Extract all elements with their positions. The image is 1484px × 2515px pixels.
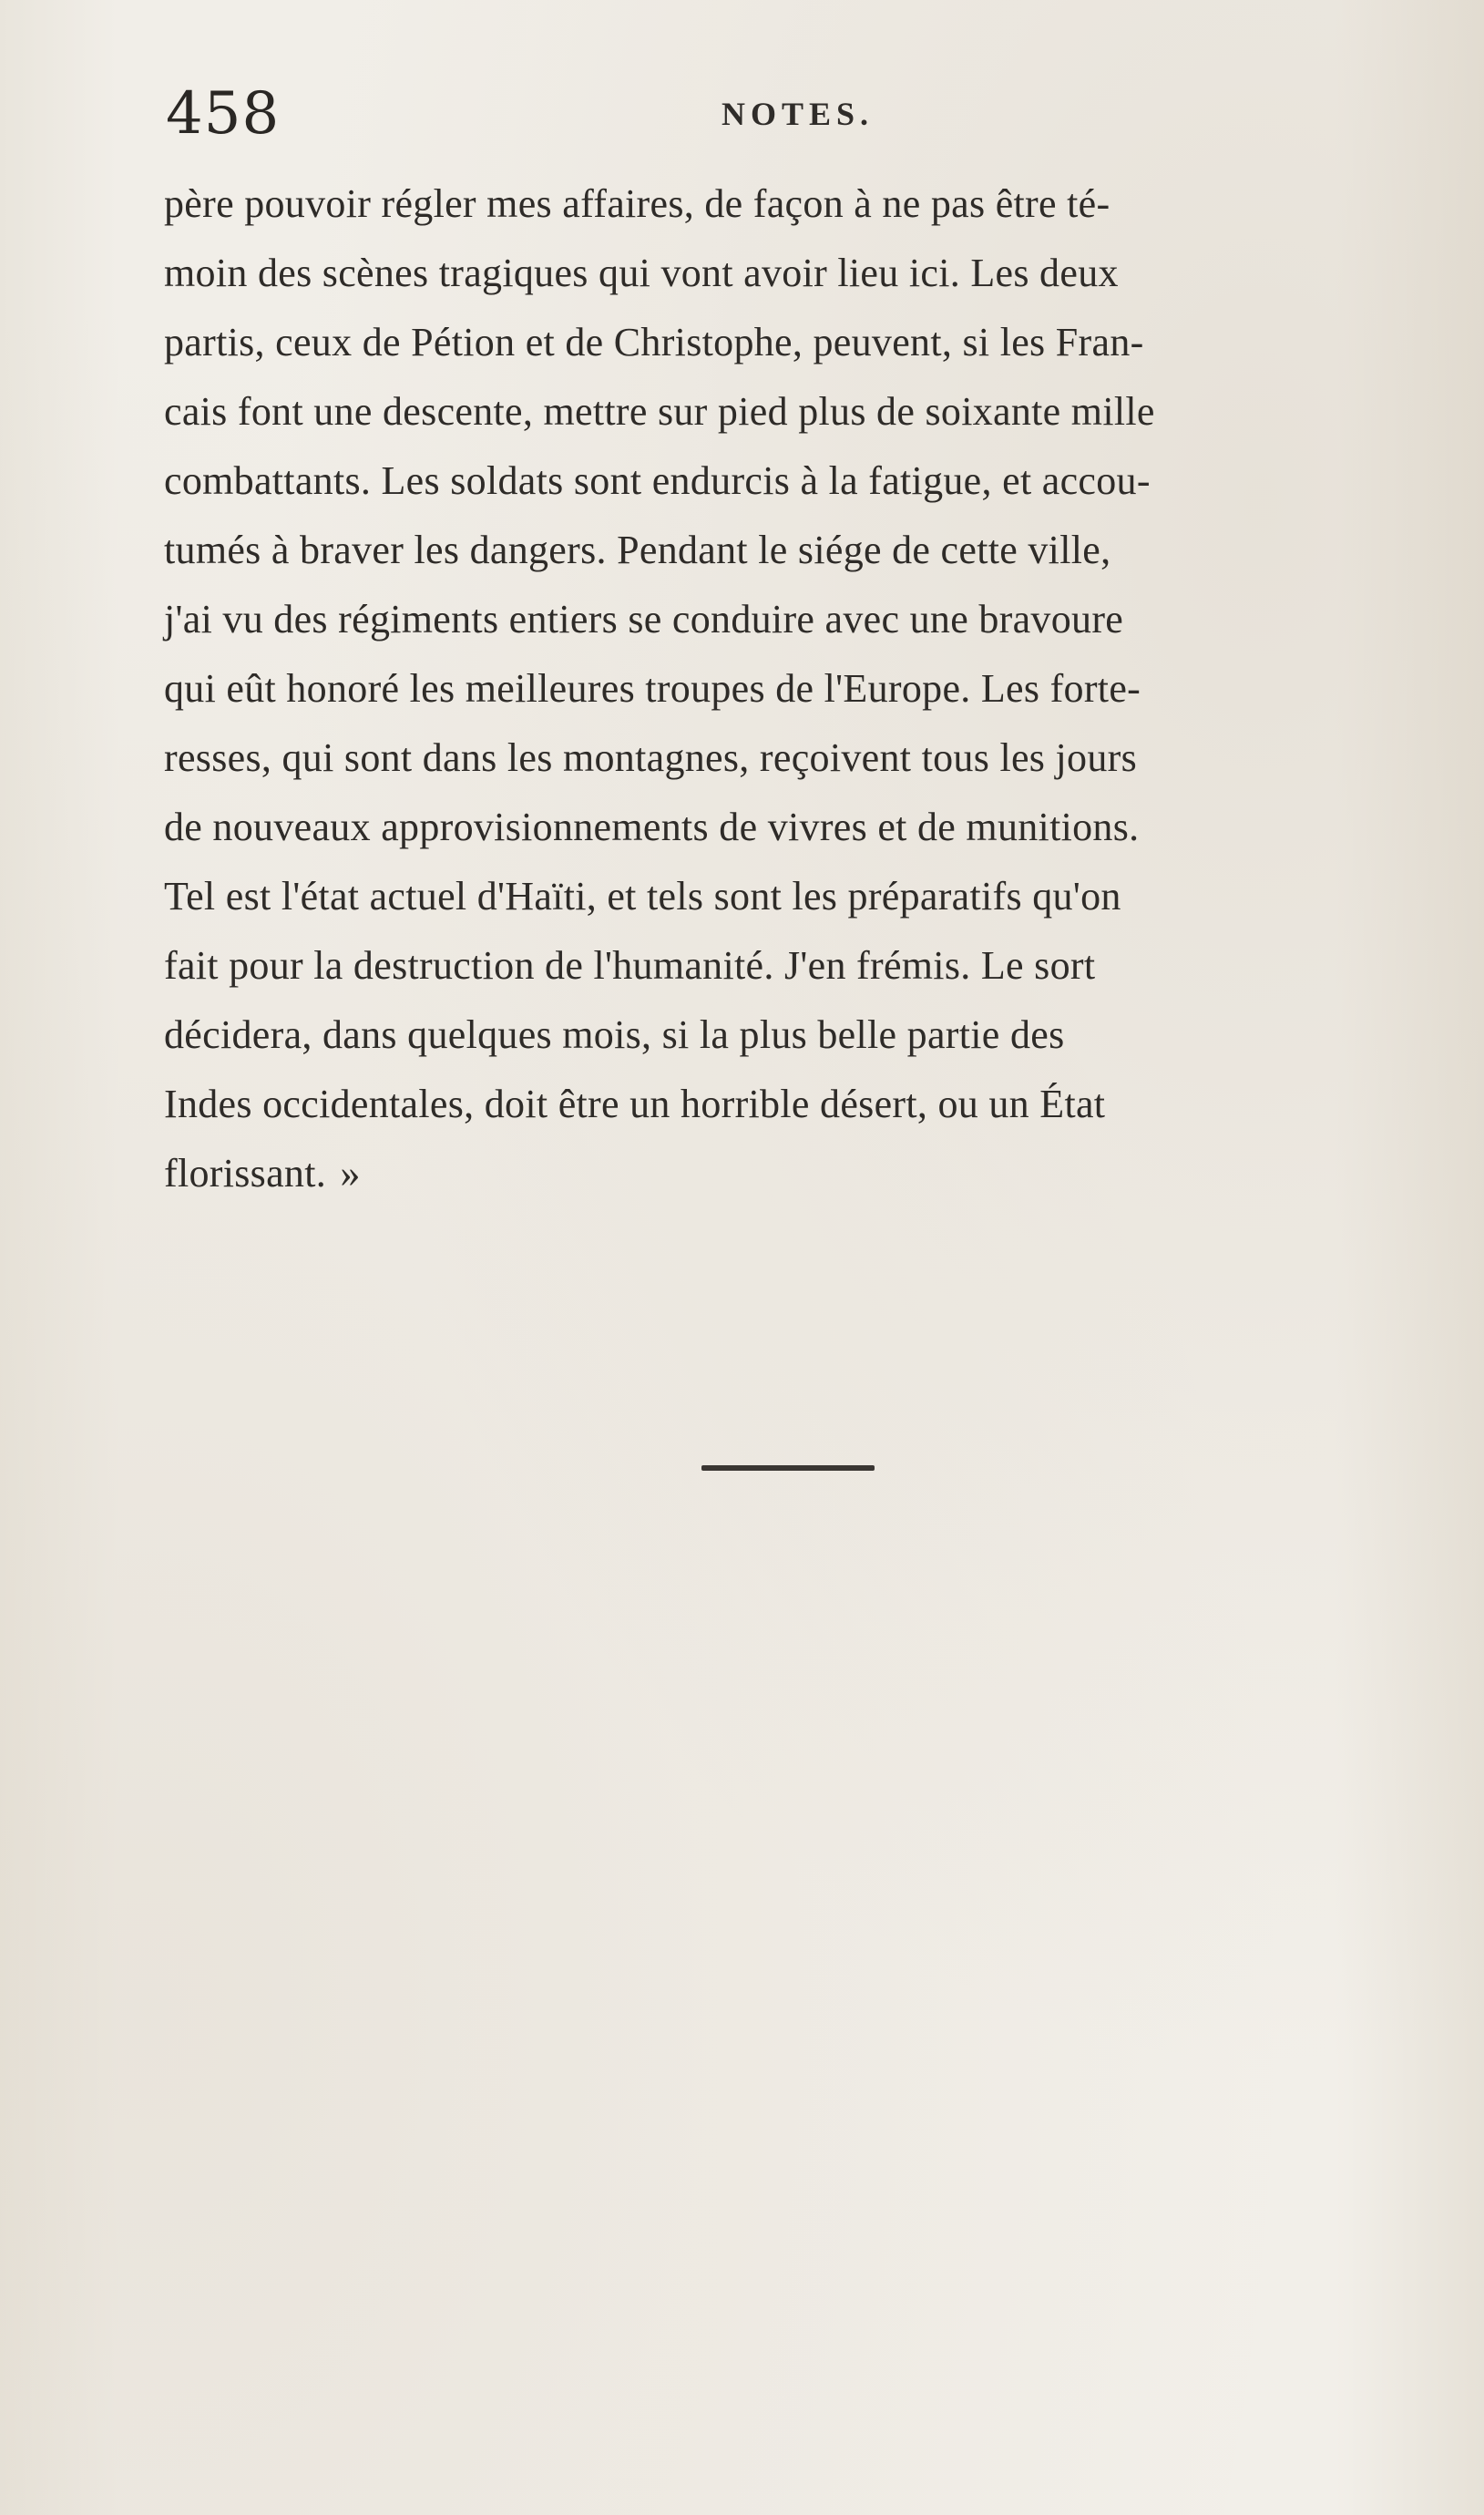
- running-head: NOTES.: [722, 96, 875, 132]
- text-line: de nouveaux approvisionnements de vivres et de munitions.: [164, 805, 1140, 849]
- text-line: combattants. Les soldats sont endurcis à la fatigue, et accou-: [164, 458, 1151, 503]
- text-line: partis, ceux de Pétion et de Christophe, peuvent, si les Fran-: [164, 320, 1144, 364]
- text-line: qui eût honoré les meilleures troupes de l'Europe. Les forte-: [164, 666, 1141, 711]
- text-line: florissant. »: [164, 1151, 361, 1196]
- section-divider-rule: [701, 1465, 875, 1471]
- page-header: [166, 73, 1441, 155]
- text-line: moin des scènes tragiques qui vont avoir lieu ici. Les deux: [164, 251, 1119, 295]
- text-line: père pouvoir régler mes affaires, de façon à ne pas être té-: [164, 181, 1110, 226]
- text-line: cais font une descente, mettre sur pied plus de soixante mille: [164, 389, 1155, 434]
- text-line: fait pour la destruction de l'humanité. J'en frémis. Le sort: [164, 943, 1096, 988]
- page-number: 458: [166, 80, 281, 148]
- text-line: Tel est l'état actuel d'Haïti, et tels sont les préparatifs qu'on: [164, 874, 1121, 919]
- text-line: resses, qui sont dans les montagnes, reçoivent tous les jours: [164, 735, 1138, 780]
- text-line: décidera, dans quelques mois, si la plus belle partie des: [164, 1012, 1065, 1057]
- text-line: tumés à braver les dangers. Pendant le siége de cette ville,: [164, 528, 1111, 572]
- text-line: j'ai vu des régiments entiers se conduire avec une bravoure: [164, 597, 1124, 642]
- text-line: Indes occidentales, doit être un horrible désert, ou un État: [164, 1082, 1106, 1126]
- body-text: [164, 169, 1448, 1208]
